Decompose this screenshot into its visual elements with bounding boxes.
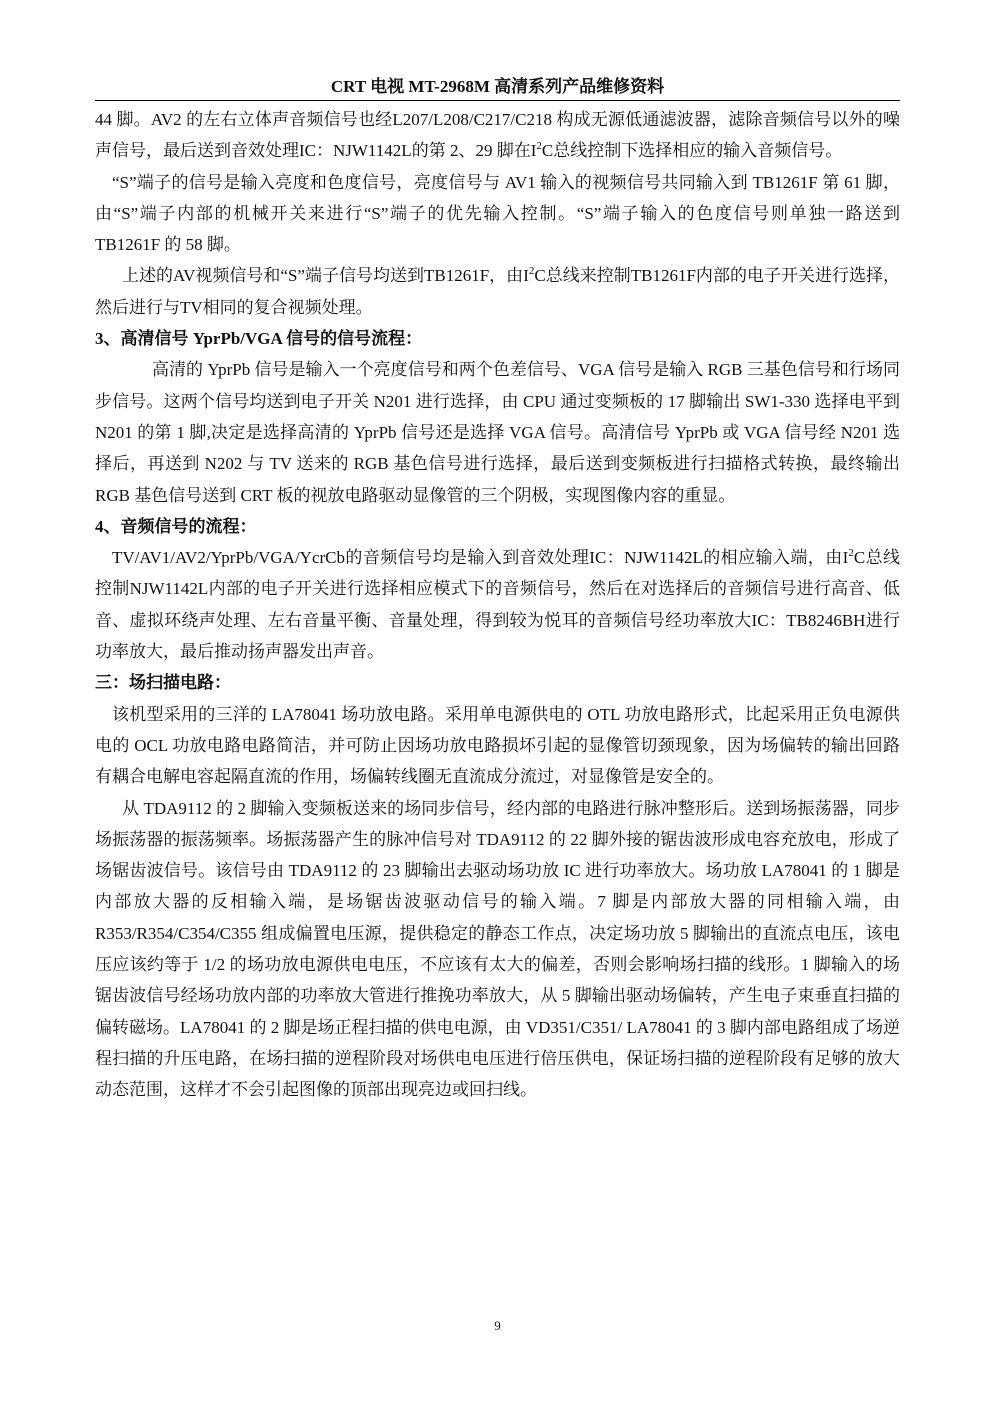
heading-hd-signal-flow: 3、高清信号 YprPb/VGA 信号的信号流程： [95, 329, 423, 349]
paragraph-audio-signal: TV/AV1/AV2/YprPb/VGA/YcrCb的音频信号均是输入到音效处理IC：NJW1142L的相应输入端，由$I^2C$总线控制NJW1142L内部的电子开关进行选择相应模式下的音频信号，然后在对选择后的音频信号进行高音、低音、虚拟环绕声处理、左右音量平衡、音量处理，得到较为悦耳的音频信号经功率放大IC：TB8246BH进行功率放大，最后推动扬声器发出声音。 [95, 547, 900, 662]
page-number: 9 [494, 1318, 501, 1333]
paragraph-field-amplifier: 该机型采用的三洋的 LA78041 场功放电路。采用单电源供电的 OTL 功放电路形式，比起采用正负电源供电的 OCL 功放电路电路简洁，并可防止因场功放电路损坏引起的显像管切颈现象，因为场偏转的输出回路有耦合电解电容起隔直流的作用，场偏转线圈无直流成分流过，对显像管是安全的。 [95, 704, 900, 787]
heading-audio-signal-flow: 4、音频信号的流程： [95, 516, 257, 536]
paragraph-av-video: 上述的AV视频信号和“S”端子信号均送到TB1261F，由$I^2C$总线来控制TB1261F内部的电子开关进行选择，然后进行与TV相同的复合视频处理。 [95, 265, 900, 317]
paragraph-hd-signal: 高清的 YprPb 信号是输入一个亮度信号和两个色差信号、VGA 信号是输入 RGB 三基色信号和行场同步信号。这两个信号均送到电子开关 N201 进行选择，由 CPU 通过变频板的 17 脚输出 SW1-330 选择电平到 N201 的第 1 脚,决定是选择高清的 YprPb 信号还是选择 VGA 信号。高清信号 YprPb 或 VGA 信号经 N201 选择后，再送到 N202 与 TV 送来的 RGB 基色信号进行选择，最后送到变频板进行扫描格式转换，最终输出 RGB 基色信号送到 CRT 板的视放电路驱动显像管的三个阴极，实现图像内容的重显。 [95, 360, 900, 505]
heading-field-scan-circuit: 三：场扫描电路： [95, 673, 231, 693]
paragraph-field-scan-detail: 从 TDA9112 的 2 脚输入变频板送来的场同步信号，经内部的电路进行脉冲整形后。送到场振荡器，同步场振荡器的振荡频率。场振荡器产生的脉冲信号对 TDA9112 的 22 脚外接的锯齿波形成电容充放电，形成了场锯齿波信号。该信号由 TDA9112 的 23 脚输出去驱动场功放 IC 进行功率放大。场功放 LA78041 的 1 脚是内部放大器的反相输入端，是场锯齿波驱动信号的输入端。7 脚是内部放大器的同相输入端，由 R353/R354/C354/C355 组成偏置电压源，提供稳定的静态工作点，决定场功放 5 脚输出的直流点电压，该电压应该约等于 1/2 的场功放电源供电电压，不应该有太大的偏差，否则会影响场扫描的线形。1 脚输入的场锯齿波信号经场功放内部的功率放大管进行推挽功率放大，从 5 脚输出驱动场偏转，产生电子束垂直扫描的偏转磁场。LA78041 的 2 脚是场正程扫描的供电电源，由 VD351/C351/ LA78041 的 3 脚内部电路组成了场逆程扫描的升压电路，在场扫描的逆程阶段对场供电电压进行倍压供电，保证场扫描的逆程阶段有足够的放大动态范围，这样才不会引起图像的顶部出现亮边或回扫线。 [95, 798, 900, 1100]
paragraph-s-terminal: “S”端子的信号是输入亮度和色度信号，亮度信号与 AV1 输入的视频信号共同输入到 TB1261F 第 61 脚，由“S”端子内部的机械开关来进行“S”端子的优先输入控制。“S”端子输入的色度信号则单独一路送到 TB1261F 的 58 脚。 [95, 172, 900, 255]
document-body [95, 104, 900, 1106]
header-rule [95, 100, 900, 101]
paragraph-av2-audio: 44 脚。AV2 的左右立体声音频信号也经L207/L208/C217/C218 构成无源低通滤波器，滤除音频信号以外的噪声信号，最后送到音效处理IC：NJW1142L的第 2、29 脚在$I^2C$总线控制下选择相应的输入音频信号。 [95, 110, 900, 161]
page-header-title: CRT 电视 MT-2968M 高清系列产品维修资料 [330, 77, 665, 96]
